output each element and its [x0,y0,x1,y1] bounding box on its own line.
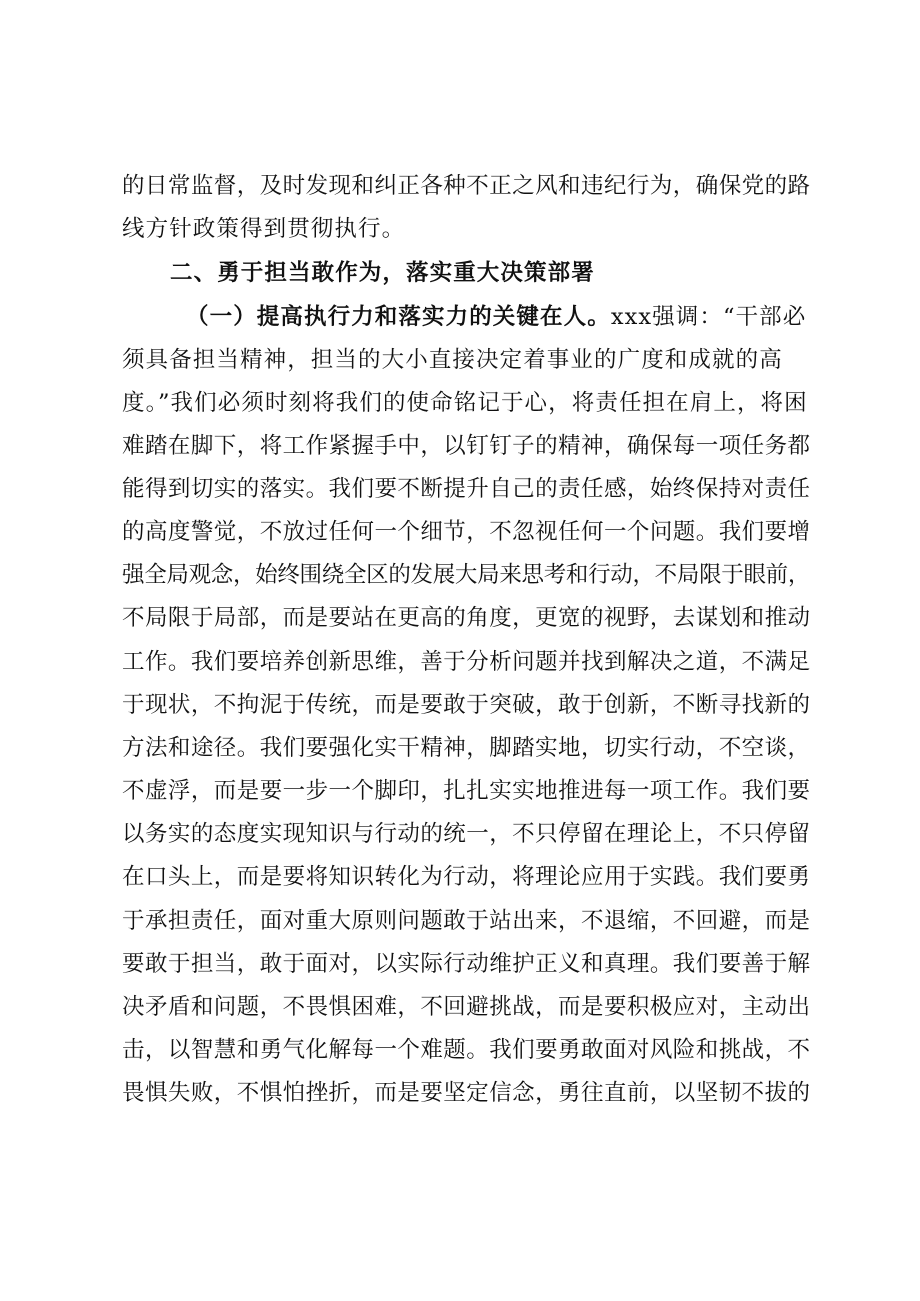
paragraph-text: xxx强调：“干部必 [610,304,807,330]
paragraph-line: 难踏在脚下，将工作紧握手中，以钉钉子的精神，确保每一项任务都 [122,433,811,459]
paragraph-line: 度。”我们必须时刻将我们的使命铭记于心，将责任担在肩上，将困 [122,390,808,416]
paragraph-line: 不局限于局部，而是要站在更高的角度，更宽的视野，去谋划和推动 [122,605,811,631]
paragraph-line: 线方针政策得到贯彻执行。 [122,216,406,242]
paragraph-line: 畏惧失败，不惧怕挫折，而是要坚定信念，勇往直前，以坚韧不拔的 [122,1080,811,1106]
paragraph-line: 方法和途径。我们要强化实干精神，脚踏实地，切实行动，不空谈， [122,735,811,761]
subsection-heading-line [186,302,806,332]
paragraph-line: 的日常监督，及时发现和纠正各种不正之风和违纪行为，确保党的路 [122,173,811,199]
paragraph-line: 要敢于担当，敢于面对，以实际行动维护正义和真理。我们要善于解 [122,951,811,977]
paragraph-line: 以务实的态度实现知识与行动的统一，不只停留在理论上，不只停留 [122,821,811,847]
paragraph-line: 能得到切实的落实。我们要不断提升自己的责任感，始终保持对责任 [122,476,811,502]
paragraph-line: 在口头上，而是要将知识转化为行动，将理论应用于实践。我们要勇 [122,864,811,890]
paragraph-line: 决矛盾和问题，不畏惧困难，不回避挑战，而是要积极应对，主动出 [122,994,811,1020]
paragraph-line: 不虚浮，而是要一步一个脚印，扎扎实实地推进每一项工作。我们要 [122,778,811,804]
paragraph-line: 于承担责任，面对重大原则问题敢于站出来，不退缩，不回避，而是 [122,908,811,934]
section-heading: 二、勇于担当敢作为，落实重大决策部署 [170,260,595,286]
paragraph-line: 强全局观念，始终围绕全区的发展大局来思考和行动，不局限于眼前， [122,562,811,588]
paragraph-line: 击，以智慧和勇气化解每一个难题。我们要勇敢面对风险和挑战，不 [122,1037,811,1063]
paragraph-line: 的高度警觉，不放过任何一个细节，不忽视任何一个问题。我们要增 [122,519,811,545]
paragraph-line: 于现状，不拘泥于传统，而是要敢于突破，敢于创新，不断寻找新的 [122,692,811,718]
subsection-heading: （一）提高执行力和落实力的关键在人。 [186,304,611,330]
paragraph-line: 须具备担当精神，担当的大小直接决定着事业的广度和成就的高 [122,347,783,373]
paragraph-line: 工作。我们要培养创新思维，善于分析问题并找到解决之道，不满足 [122,649,811,675]
